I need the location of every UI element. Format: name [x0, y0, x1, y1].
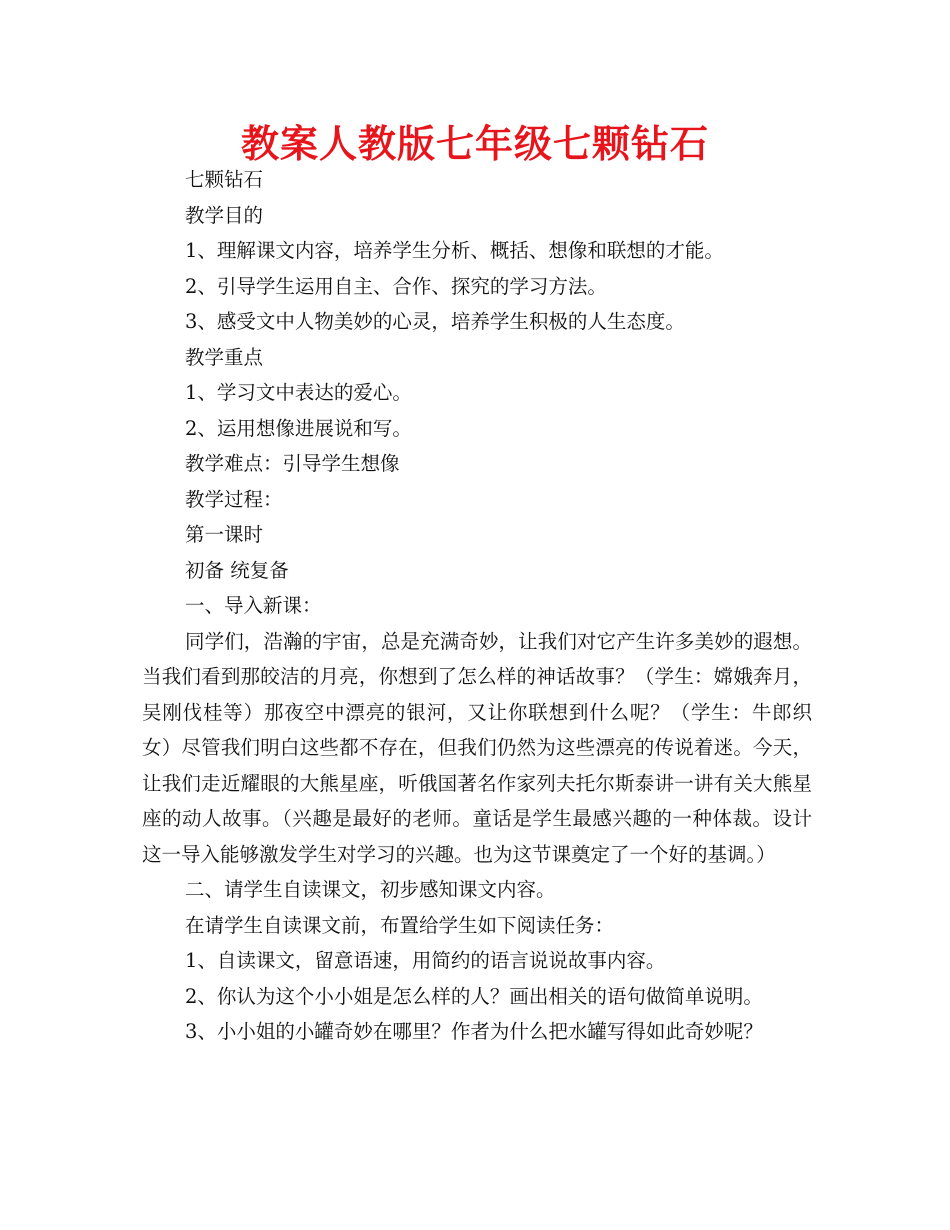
list-item: 1、自读课文，留意语速，用简约的语言说说故事内容。: [185, 949, 666, 972]
intro-paragraph: 同学们，浩瀚的宇宙，总是充满奇妙，让我们对它产生许多美妙的遐想。当我们看到那皎洁的月亮，你想到了怎么样的神话故事？（学生：嫦娥奔月，吴刚伐桂等）那夜空中漂亮的银河，又让你联想到什么呢？（学生：牛郎织女）尽管我们明白这些都不存在，但我们仍然为这些漂亮的传说着迷。今天，让我们走近耀眼的大熊星座，听俄国著名作家列夫托尔斯泰讲一讲有关大熊星座的动人故事。（兴趣是最好的老师。童话是学生最感兴趣的一种体裁。设计这一导入能够激发学生对学习的兴趣。也为这节课奠定了一个好的基调。）: [142, 629, 812, 866]
section-heading: 教学重点: [185, 345, 264, 369]
section-heading: 教学目的: [185, 203, 264, 227]
section-heading: 一、导入新课：: [185, 594, 322, 617]
document-title: 教案人教版七年级七颗钻石: [240, 122, 709, 166]
document-body: [142, 162, 812, 1050]
text-line: 在请学生自读课文前，布置给学生如下阅读任务：: [185, 913, 615, 937]
text-line: 七颗钻石: [185, 168, 264, 191]
list-item: 1、理解课文内容，培养学生分析、概括、想像和联想的才能。: [185, 239, 724, 262]
text-line: 初备 统复备: [185, 558, 289, 582]
list-item: 1、学习文中表达的爱心。: [185, 381, 412, 404]
list-item: 2、你认为这个小小姐是怎么样的人？画出相关的语句做简单说明。: [185, 984, 763, 1008]
list-item: 3、感受文中人物美妙的心灵，培养学生积极的人生态度。: [185, 310, 685, 333]
list-item: 2、运用想像进展说和写。: [185, 416, 412, 440]
section-heading: 教学难点：引导学生想像: [185, 452, 400, 475]
section-heading: 教学过程：: [185, 487, 283, 511]
list-item: 3、小小姐的小罐奇妙在哪里？作者为什么把水罐写得如此奇妙呢？: [185, 1020, 763, 1043]
text-line: 第一课时: [185, 523, 264, 546]
section-heading: 二、请学生自读课文，初步感知课文内容。: [185, 878, 556, 901]
list-item: 2、引导学生运用自主、合作、探究的学习方法。: [185, 274, 607, 298]
